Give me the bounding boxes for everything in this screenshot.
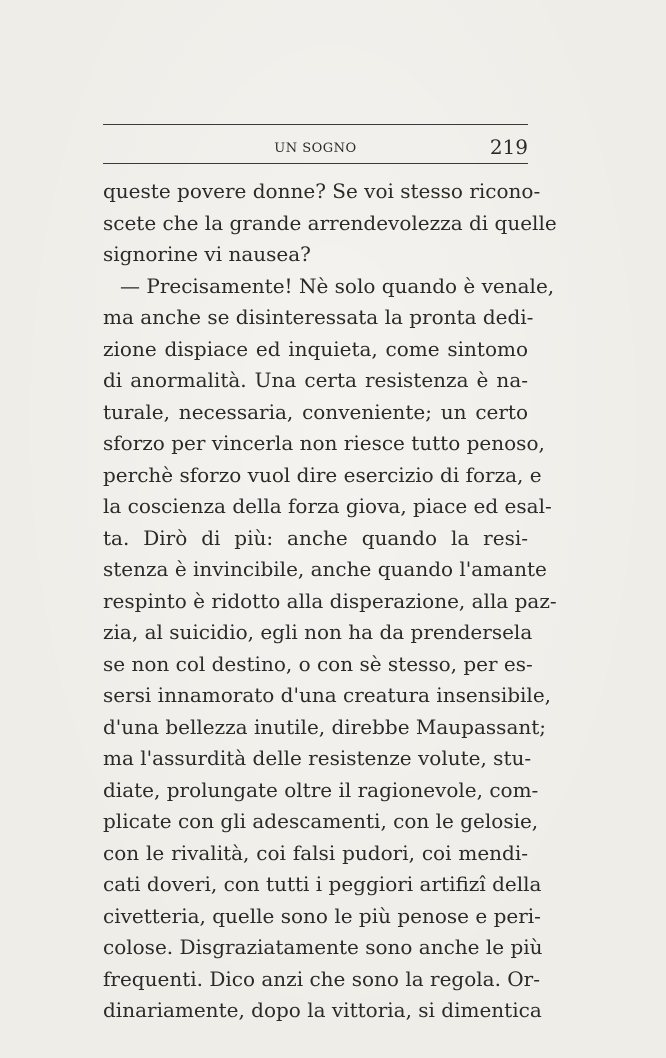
running-title: UN SOGNO bbox=[274, 141, 357, 156]
text-line: ma anche se disinteressata la pronta dedi- bbox=[103, 305, 534, 329]
header-bottom-rule bbox=[103, 163, 528, 164]
text-line: la coscienza della forza giova, piace ed esal- bbox=[103, 494, 552, 518]
text-line: di anormalità. Una certa resistenza è na- bbox=[103, 368, 528, 392]
body-text bbox=[103, 176, 557, 1027]
page-number: 219 bbox=[489, 135, 528, 159]
text-line: frequenti. Dico anzi che sono la regola. Or- bbox=[103, 966, 541, 991]
text-line: cati doveri, con tutti i peggiori artifizî della bbox=[103, 872, 542, 896]
text-line: turale, necessaria, conveniente; un certo bbox=[103, 399, 528, 424]
text-line: d'una bellezza inutile, direbbe Maupassant; bbox=[103, 714, 547, 739]
text-line: zione dispiace ed inquieta, come sintomo bbox=[103, 336, 528, 361]
text-line: scete che la grande arrendevolezza di quelle bbox=[103, 210, 557, 235]
text-line: queste povere donne? Se voi stesso ricono- bbox=[103, 179, 541, 203]
text-line: respinto è ridotto alla disperazione, alla paz- bbox=[103, 588, 557, 613]
text-line: colose. Disgraziatamente sono anche le più bbox=[103, 935, 543, 959]
text-line: con le rivalità, coi falsi pudori, coi mendi- bbox=[103, 840, 528, 865]
text-line: dinariamente, dopo la vittoria, si dimentica bbox=[103, 998, 542, 1022]
text-line: sforzo per vincerla non riesce tutto penoso, bbox=[103, 431, 545, 455]
header-top-rule bbox=[103, 124, 528, 125]
text-line: stenza è invincibile, anche quando l'amante bbox=[103, 557, 547, 581]
text-line: plicate con gli adescamenti, con le gelosie, bbox=[103, 809, 539, 833]
text-line: civetteria, quelle sono le più penose e peri- bbox=[103, 903, 541, 928]
text-line: perchè sforzo vuol dire esercizio di forza, e bbox=[103, 462, 542, 487]
text-line: signorine vi nausea? bbox=[103, 242, 311, 266]
text-line: zia, al suicidio, egli non ha da prendersela bbox=[103, 620, 533, 644]
text-line: — Precisamente! Nè solo quando è venale, bbox=[120, 273, 555, 298]
running-head bbox=[103, 132, 528, 162]
text-line: se non col destino, o con sè stesso, per es- bbox=[103, 651, 533, 676]
text-line: sersi innamorato d'una creatura insensibile, bbox=[103, 683, 552, 707]
text-line: diate, prolungate oltre il ragionevole, com- bbox=[103, 777, 539, 802]
text-line: ma l'assurdità delle resistenze volute, stu- bbox=[103, 746, 532, 770]
text-line: ta. Dirò di più: anche quando la resi- bbox=[103, 525, 528, 550]
